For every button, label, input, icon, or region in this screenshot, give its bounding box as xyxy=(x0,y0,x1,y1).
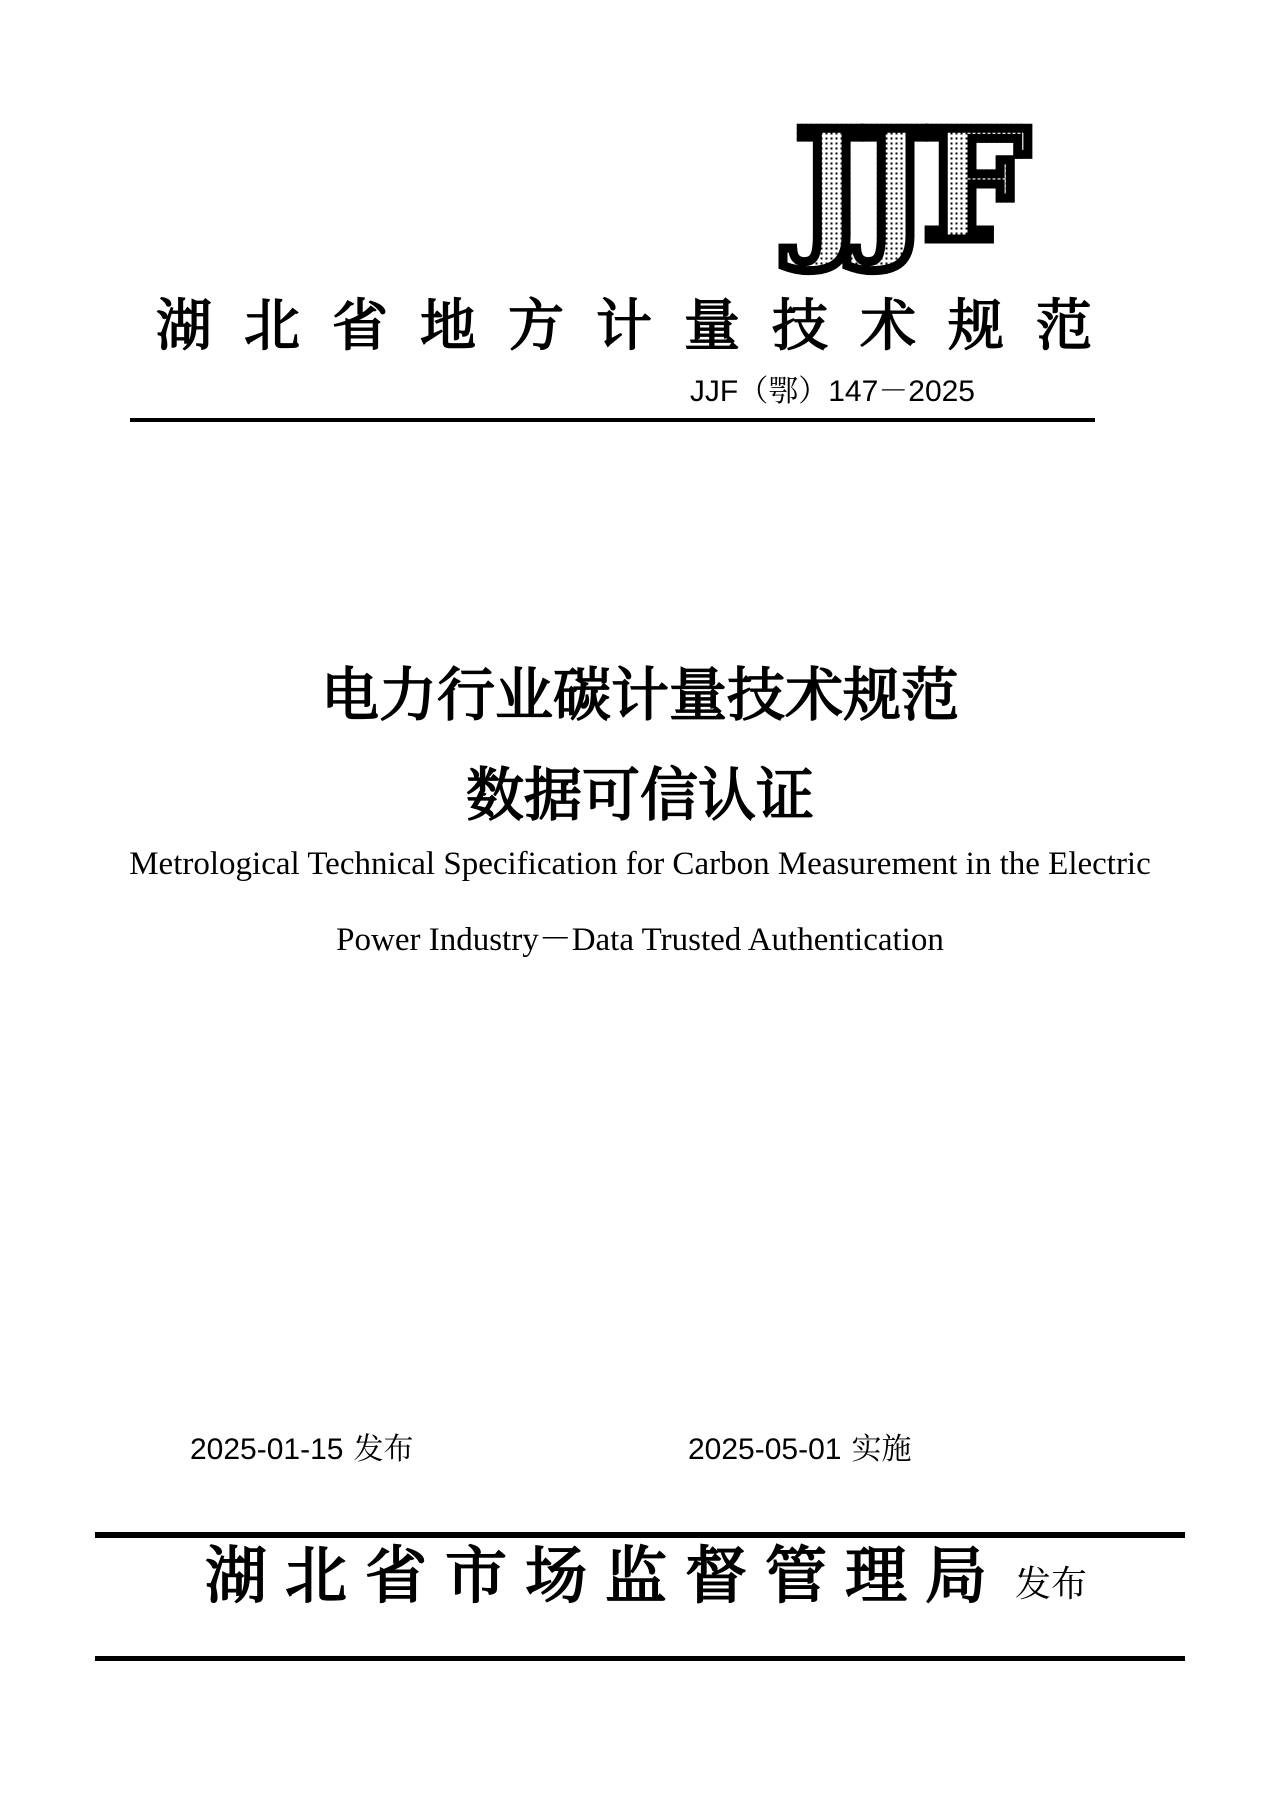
publisher-row xyxy=(205,1544,1087,1611)
series-title: 湖北省地方计量技术规范 xyxy=(156,296,1124,358)
publisher-name: 湖北省市场监督管理局 xyxy=(205,1543,1006,1611)
implement-date-group xyxy=(688,1424,911,1468)
jjf-logo-text: JJF xyxy=(794,96,1022,275)
title-chinese-line2: 数据可信认证 xyxy=(465,763,814,828)
issue-date-group xyxy=(190,1424,413,1468)
title-chinese-line1: 电力行业碳计量技术规范 xyxy=(320,663,959,728)
publisher-release-label: 发布 xyxy=(1015,1562,1088,1604)
publisher-rule-top xyxy=(95,1532,1185,1538)
header-rule xyxy=(130,418,1095,422)
issue-date: 2025-01-15 xyxy=(190,1433,344,1466)
implement-date: 2025-05-01 xyxy=(688,1433,842,1466)
issue-label: 发布 xyxy=(353,1433,414,1466)
standard-number: JJF（鄂）147－2025 xyxy=(689,375,975,408)
title-english-line1: Metrological Technical Specification for Carbon Measurement in the Electric xyxy=(129,846,1151,882)
implement-label: 实施 xyxy=(851,1433,912,1466)
publisher-rule-bottom xyxy=(95,1656,1185,1661)
title-english-line2: Power Industry－Data Trusted Authentication xyxy=(336,922,944,958)
jjf-logo xyxy=(752,96,1064,275)
